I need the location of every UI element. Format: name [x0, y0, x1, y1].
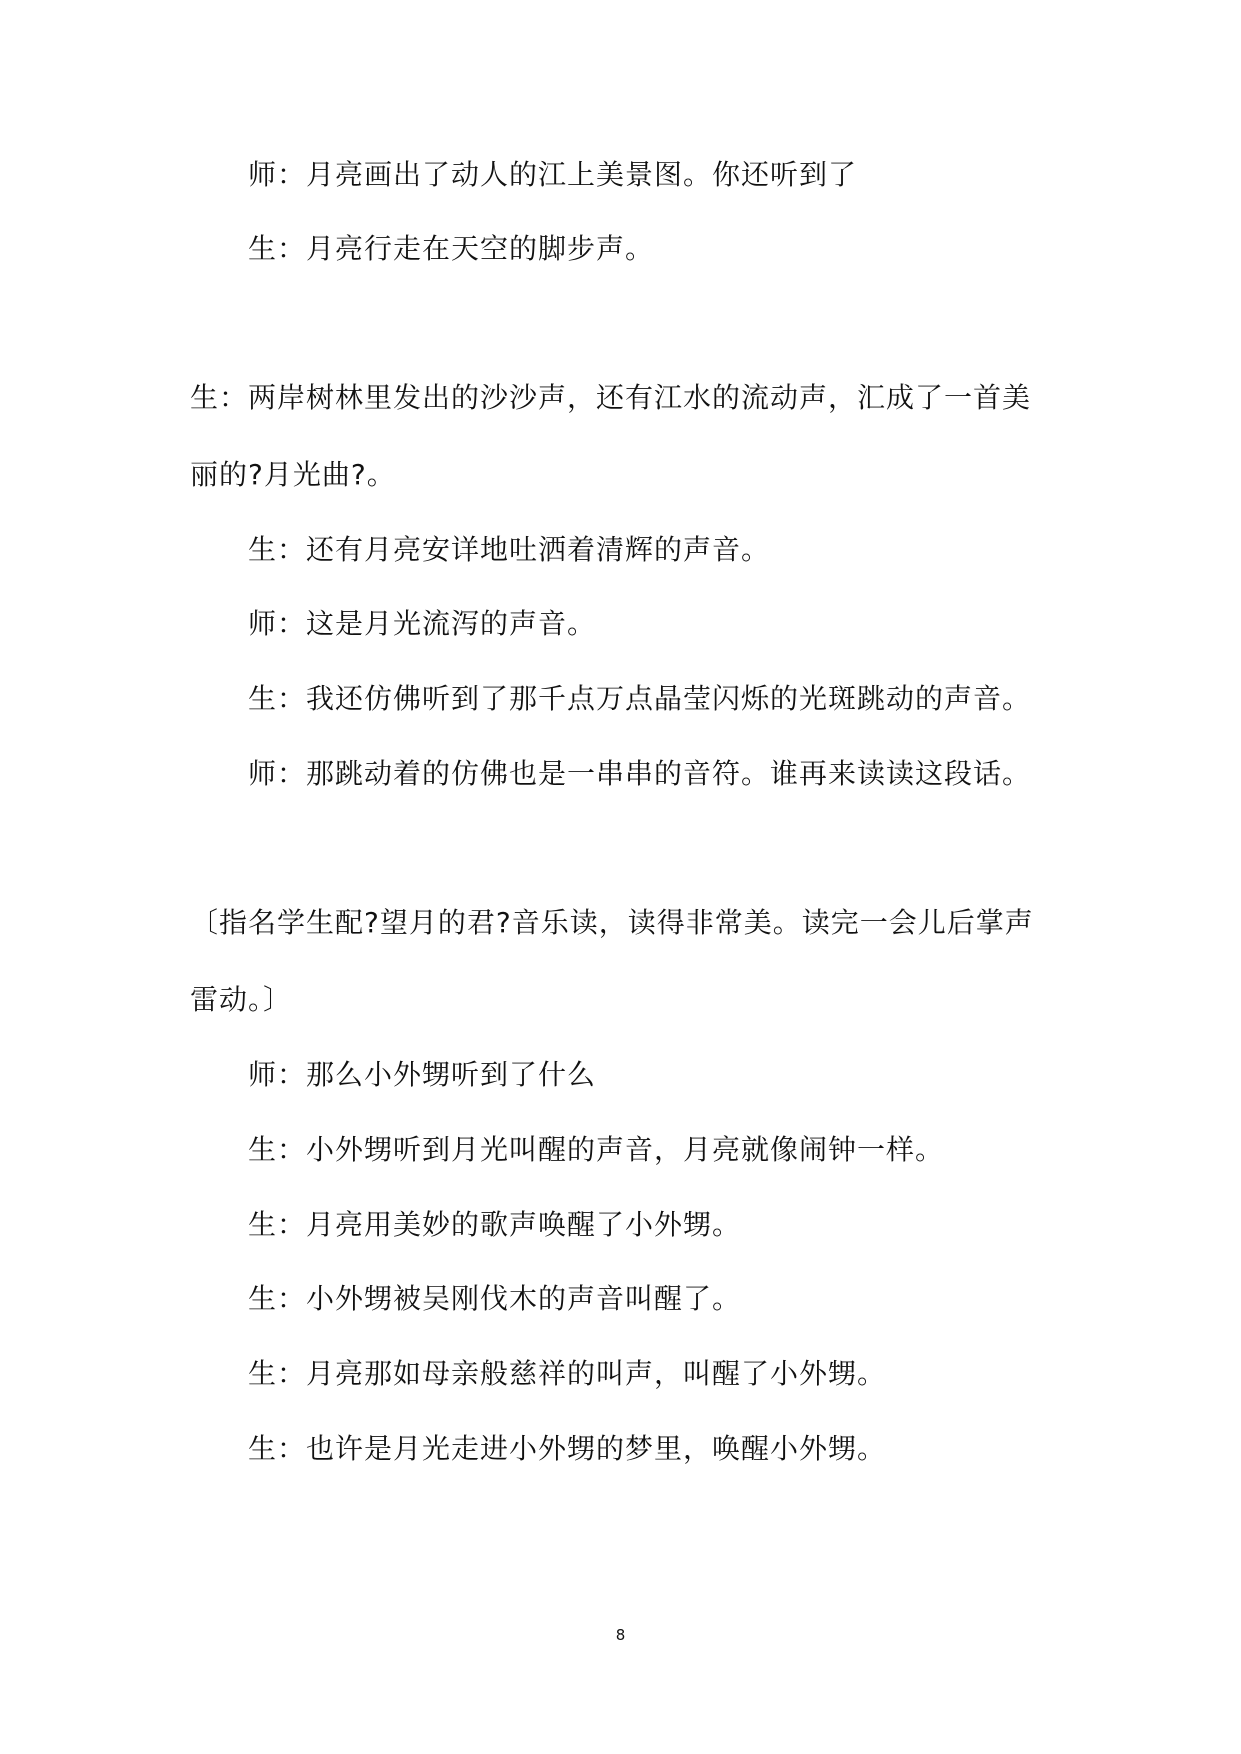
paragraph-line: 师：那跳动着的仿佛也是一串串的音符。谁再来读读这段话。 — [248, 757, 1032, 790]
paragraph-line: 〔指名学生配?望月的君?音乐读，读得非常美。读完一会儿后掌声 — [190, 906, 1034, 939]
paragraph-line: 师：月亮画出了动人的江上美景图。你还听到了 — [248, 158, 858, 191]
paragraph-line: 生：小外甥被吴刚伐木的声音叫醒了。 — [248, 1282, 742, 1315]
paragraph-line: 雷动。〕 — [190, 983, 293, 1016]
paragraph-line: 师：那么小外甥听到了什么 — [248, 1058, 597, 1091]
paragraph-line: 生：小外甥听到月光叫醒的声音，月亮就像闹钟一样。 — [248, 1133, 945, 1166]
paragraph-line: 师：这是月光流泻的声音。 — [248, 607, 597, 640]
page-number: 8 — [615, 1626, 626, 1644]
paragraph-line: 生：我还仿佛听到了那千点万点晶莹闪烁的光斑跳动的声音。 — [248, 682, 1032, 715]
paragraph-line: 生：还有月亮安详地吐洒着清辉的声音。 — [248, 533, 771, 566]
paragraph-line: 生：两岸树林里发出的沙沙声，还有江水的流动声，汇成了一首美 — [190, 381, 1032, 414]
paragraph-line: 生：月亮那如母亲般慈祥的叫声，叫醒了小外甥。 — [248, 1357, 887, 1390]
paragraph-line: 丽的?月光曲?。 — [190, 458, 396, 491]
paragraph-line: 生：月亮行走在天空的脚步声。 — [248, 232, 655, 265]
paragraph-line: 生：月亮用美妙的歌声唤醒了小外甥。 — [248, 1208, 742, 1241]
paragraph-line: 生：也许是月光走进小外甥的梦里，唤醒小外甥。 — [248, 1432, 887, 1465]
